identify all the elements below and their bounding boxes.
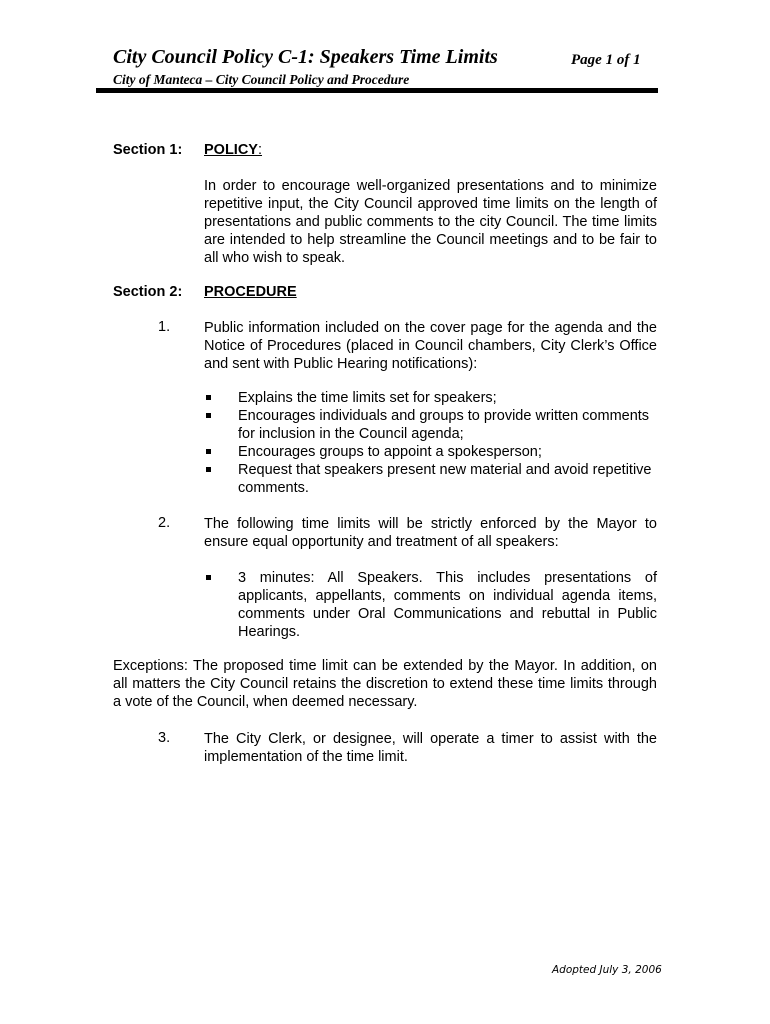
bullet-square-icon	[206, 395, 211, 400]
section-1-body: In order to encourage well-organized presentations and to minimize repetitive input, the City Council approved time limits on the length of presentations and public comments to the city Council. The time limits are intended to help streamline the Council meetings and to be fair to all who wish to speak.	[204, 178, 657, 266]
item-1-number: 1.	[158, 319, 171, 335]
header-rule	[96, 88, 658, 93]
section-2-heading: PROCEDURE	[204, 284, 297, 300]
bullet-square-icon	[206, 449, 211, 454]
item-3-number: 3.	[158, 730, 171, 746]
bullet-text: Request that speakers present new material and avoid repetitive comments.	[238, 462, 652, 496]
section-1-heading-text: POLICY	[204, 142, 258, 158]
section-1-label: Section 1:	[113, 142, 183, 158]
exceptions-paragraph: Exceptions: The proposed time limit can be extended by the Mayor. In addition, on all matters the City Council retains the discretion to extend these time limits through a vote of the Council, when deemed necessary.	[113, 658, 657, 710]
bullet-text: Encourages groups to appoint a spokesperson;	[238, 444, 542, 460]
item-2-text: The following time limits will be strictly enforced by the Mayor to ensure equal opportunity and treatment of all speakers:	[204, 516, 657, 550]
section-2-label: Section 2:	[113, 284, 183, 300]
bullet-text: Explains the time limits set for speakers;	[238, 390, 497, 406]
document-title: City Council Policy C-1: Speakers Time Limits	[113, 46, 498, 68]
bullet-square-icon	[206, 413, 211, 418]
list-item	[204, 407, 657, 443]
page-indicator: Page 1 of 1	[571, 52, 641, 68]
section-1-heading-colon: :	[257, 142, 263, 158]
bullet-square-icon	[206, 467, 211, 472]
item-3-text: The City Clerk, or designee, will operate a timer to assist with the implementation of the time limit.	[204, 731, 657, 765]
bullet-square-icon	[206, 575, 211, 580]
item-1-text: Public information included on the cover page for the agenda and the Notice of Procedures (placed in Council chambers, City Clerk’s Office and sent with Public Hearing notifications):	[204, 320, 657, 372]
document-subtitle: City of Manteca – City Council Policy and Procedure	[113, 72, 410, 87]
bullet-text: 3 minutes: All Speakers. This includes presentations of applicants, appellants, comments on individual agenda items, comments under Oral Communications and rebuttal in Public Hearings.	[238, 570, 657, 640]
list-item	[204, 461, 657, 497]
item-2-bullet-list	[204, 569, 657, 641]
item-1-bullet-list	[204, 389, 657, 497]
adopted-date: Adopted July 3, 2006	[552, 964, 662, 976]
section-1-heading	[204, 142, 262, 158]
bullet-text: Encourages individuals and groups to provide written comments for inclusion in the Council agenda;	[238, 408, 650, 442]
list-item	[204, 569, 657, 641]
list-item	[204, 443, 657, 461]
item-2-number: 2.	[158, 515, 171, 531]
list-item	[204, 389, 657, 407]
